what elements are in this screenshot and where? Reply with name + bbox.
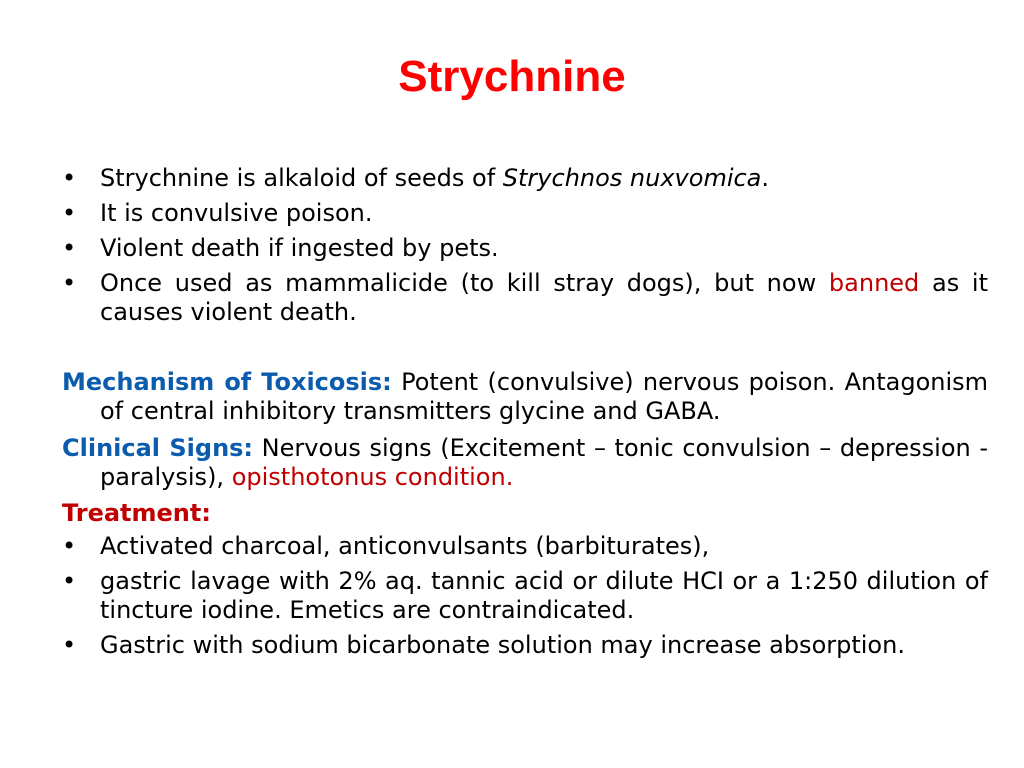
intro-bullet-list xyxy=(62,164,988,327)
list-item: • Activated charcoal, anticonvulsants (barbiturates), xyxy=(62,532,710,560)
page-title: Strychnine xyxy=(398,52,626,101)
bullet-icon: • xyxy=(62,269,77,297)
mechanism-heading: Mechanism of Toxicosis: xyxy=(62,368,392,396)
clinical-signs-paragraph xyxy=(62,434,988,492)
list-item: • Strychnine is alkaloid of seeds of Strychnos nuxvomica. xyxy=(62,164,770,192)
banned-highlight: banned xyxy=(828,269,920,297)
mechanism-text: Potent (convulsive) nervous poison. Antagonism of central inhibitory transmitters glycine and GABA. xyxy=(100,368,989,425)
list-item: • Violent death if ingested by pets. xyxy=(62,234,499,262)
bullet-icon: • xyxy=(62,567,77,595)
list-item: • gastric lavage with 2% aq. tannic acid or dilute HCI or a 1:250 dilution of tincture iodine. Emetics are contraindicated. xyxy=(62,567,988,624)
list-item: • Once used as mammalicide (to kill stray dogs), but now banned as it causes violent death. xyxy=(62,269,989,326)
treatment-bullet-list xyxy=(62,532,988,660)
bullet-icon: • xyxy=(62,631,77,659)
mechanism-paragraph xyxy=(62,368,988,426)
list-item: • Gastric with sodium bicarbonate solution may increase absorption. xyxy=(62,631,905,659)
bullet-icon: • xyxy=(62,532,77,560)
bullet-icon: • xyxy=(62,234,77,262)
species-name: Strychnos nuxvomica xyxy=(502,164,762,192)
clinical-signs-heading: Clinical Signs: xyxy=(62,434,254,462)
slide-content xyxy=(62,164,988,666)
bullet-icon: • xyxy=(62,164,77,192)
opisthotonus-highlight: opisthotonus condition. xyxy=(231,463,514,491)
treatment-heading: Treatment: xyxy=(62,499,211,527)
list-item: • It is convulsive poison. xyxy=(62,199,373,227)
bullet-icon: • xyxy=(62,199,77,227)
clinical-signs-text: Nervous signs (Excitement – tonic convulsion – depression - paralysis), xyxy=(100,434,989,491)
